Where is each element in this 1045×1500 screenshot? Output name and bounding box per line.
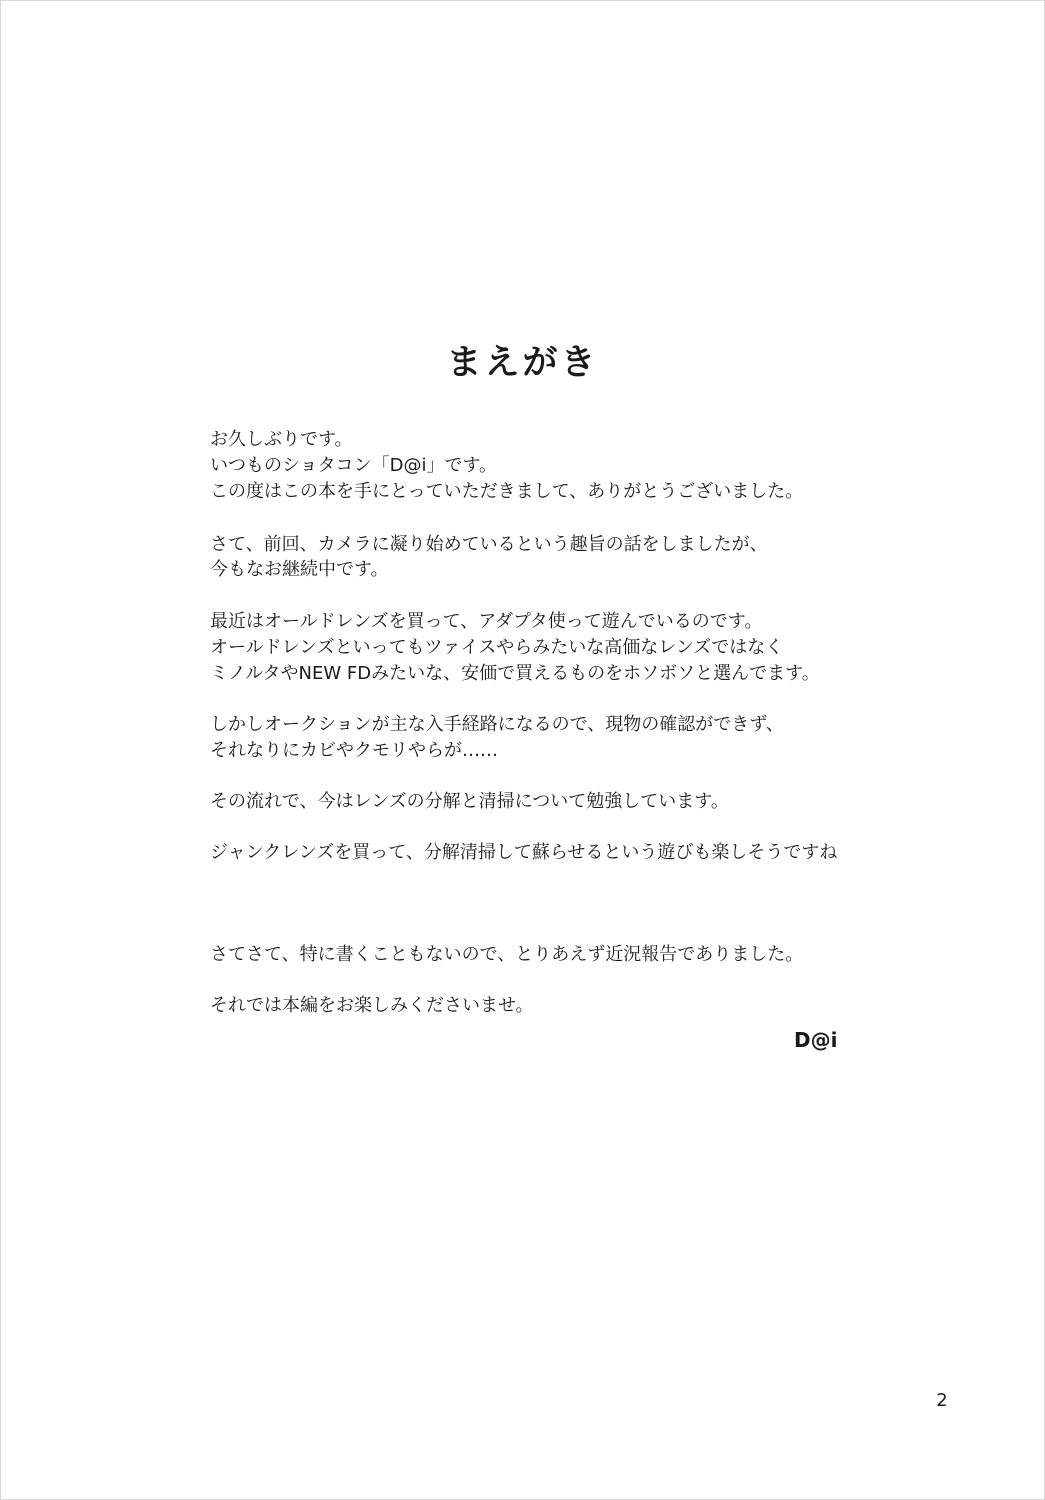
body-line: それなりにカビやクモリやらが…… xyxy=(210,740,498,761)
body-line: オールドレンズといってもツァイスやらみたいな高価なレンズではなく xyxy=(210,637,784,658)
body-line: しかしオークションが主な入手経路になるので、現物の確認ができず、 xyxy=(210,714,784,735)
body-line: お久しぶりです。 xyxy=(210,429,353,450)
body-line: 最近はオールドレンズを買って、アダプタ使って遊んでいるのです。 xyxy=(210,611,763,632)
body-line: ミノルタやNEW FDみたいな、安価で買えるものをホソボソと選んでます。 xyxy=(210,663,820,684)
body-line: この度はこの本を手にとっていただきまして、ありがとうございました。 xyxy=(210,481,804,502)
author-signature: D@i xyxy=(794,1028,838,1052)
body-line: さてさて、特に書くこともないので、とりあえず近況報告でありました。 xyxy=(210,944,804,965)
body-line: ジャンクレンズを買って、分解清掃して蘇らせるという遊びも楽しそうですね xyxy=(210,842,838,863)
body-line: その流れで、今はレンズの分解と清掃について勉強しています。 xyxy=(210,791,729,812)
body-line: いつものショタコン「D@i」です。 xyxy=(210,455,498,476)
body-line: それでは本編をお楽しみくださいませ。 xyxy=(210,995,534,1016)
body-line: さて、前回、カメラに凝り始めているという趣旨の話をしましたが、 xyxy=(210,534,768,555)
page-number: 2 xyxy=(936,1390,948,1411)
body-line: 今もなお継続中です。 xyxy=(210,559,389,580)
page-title: まえがき xyxy=(446,343,599,383)
